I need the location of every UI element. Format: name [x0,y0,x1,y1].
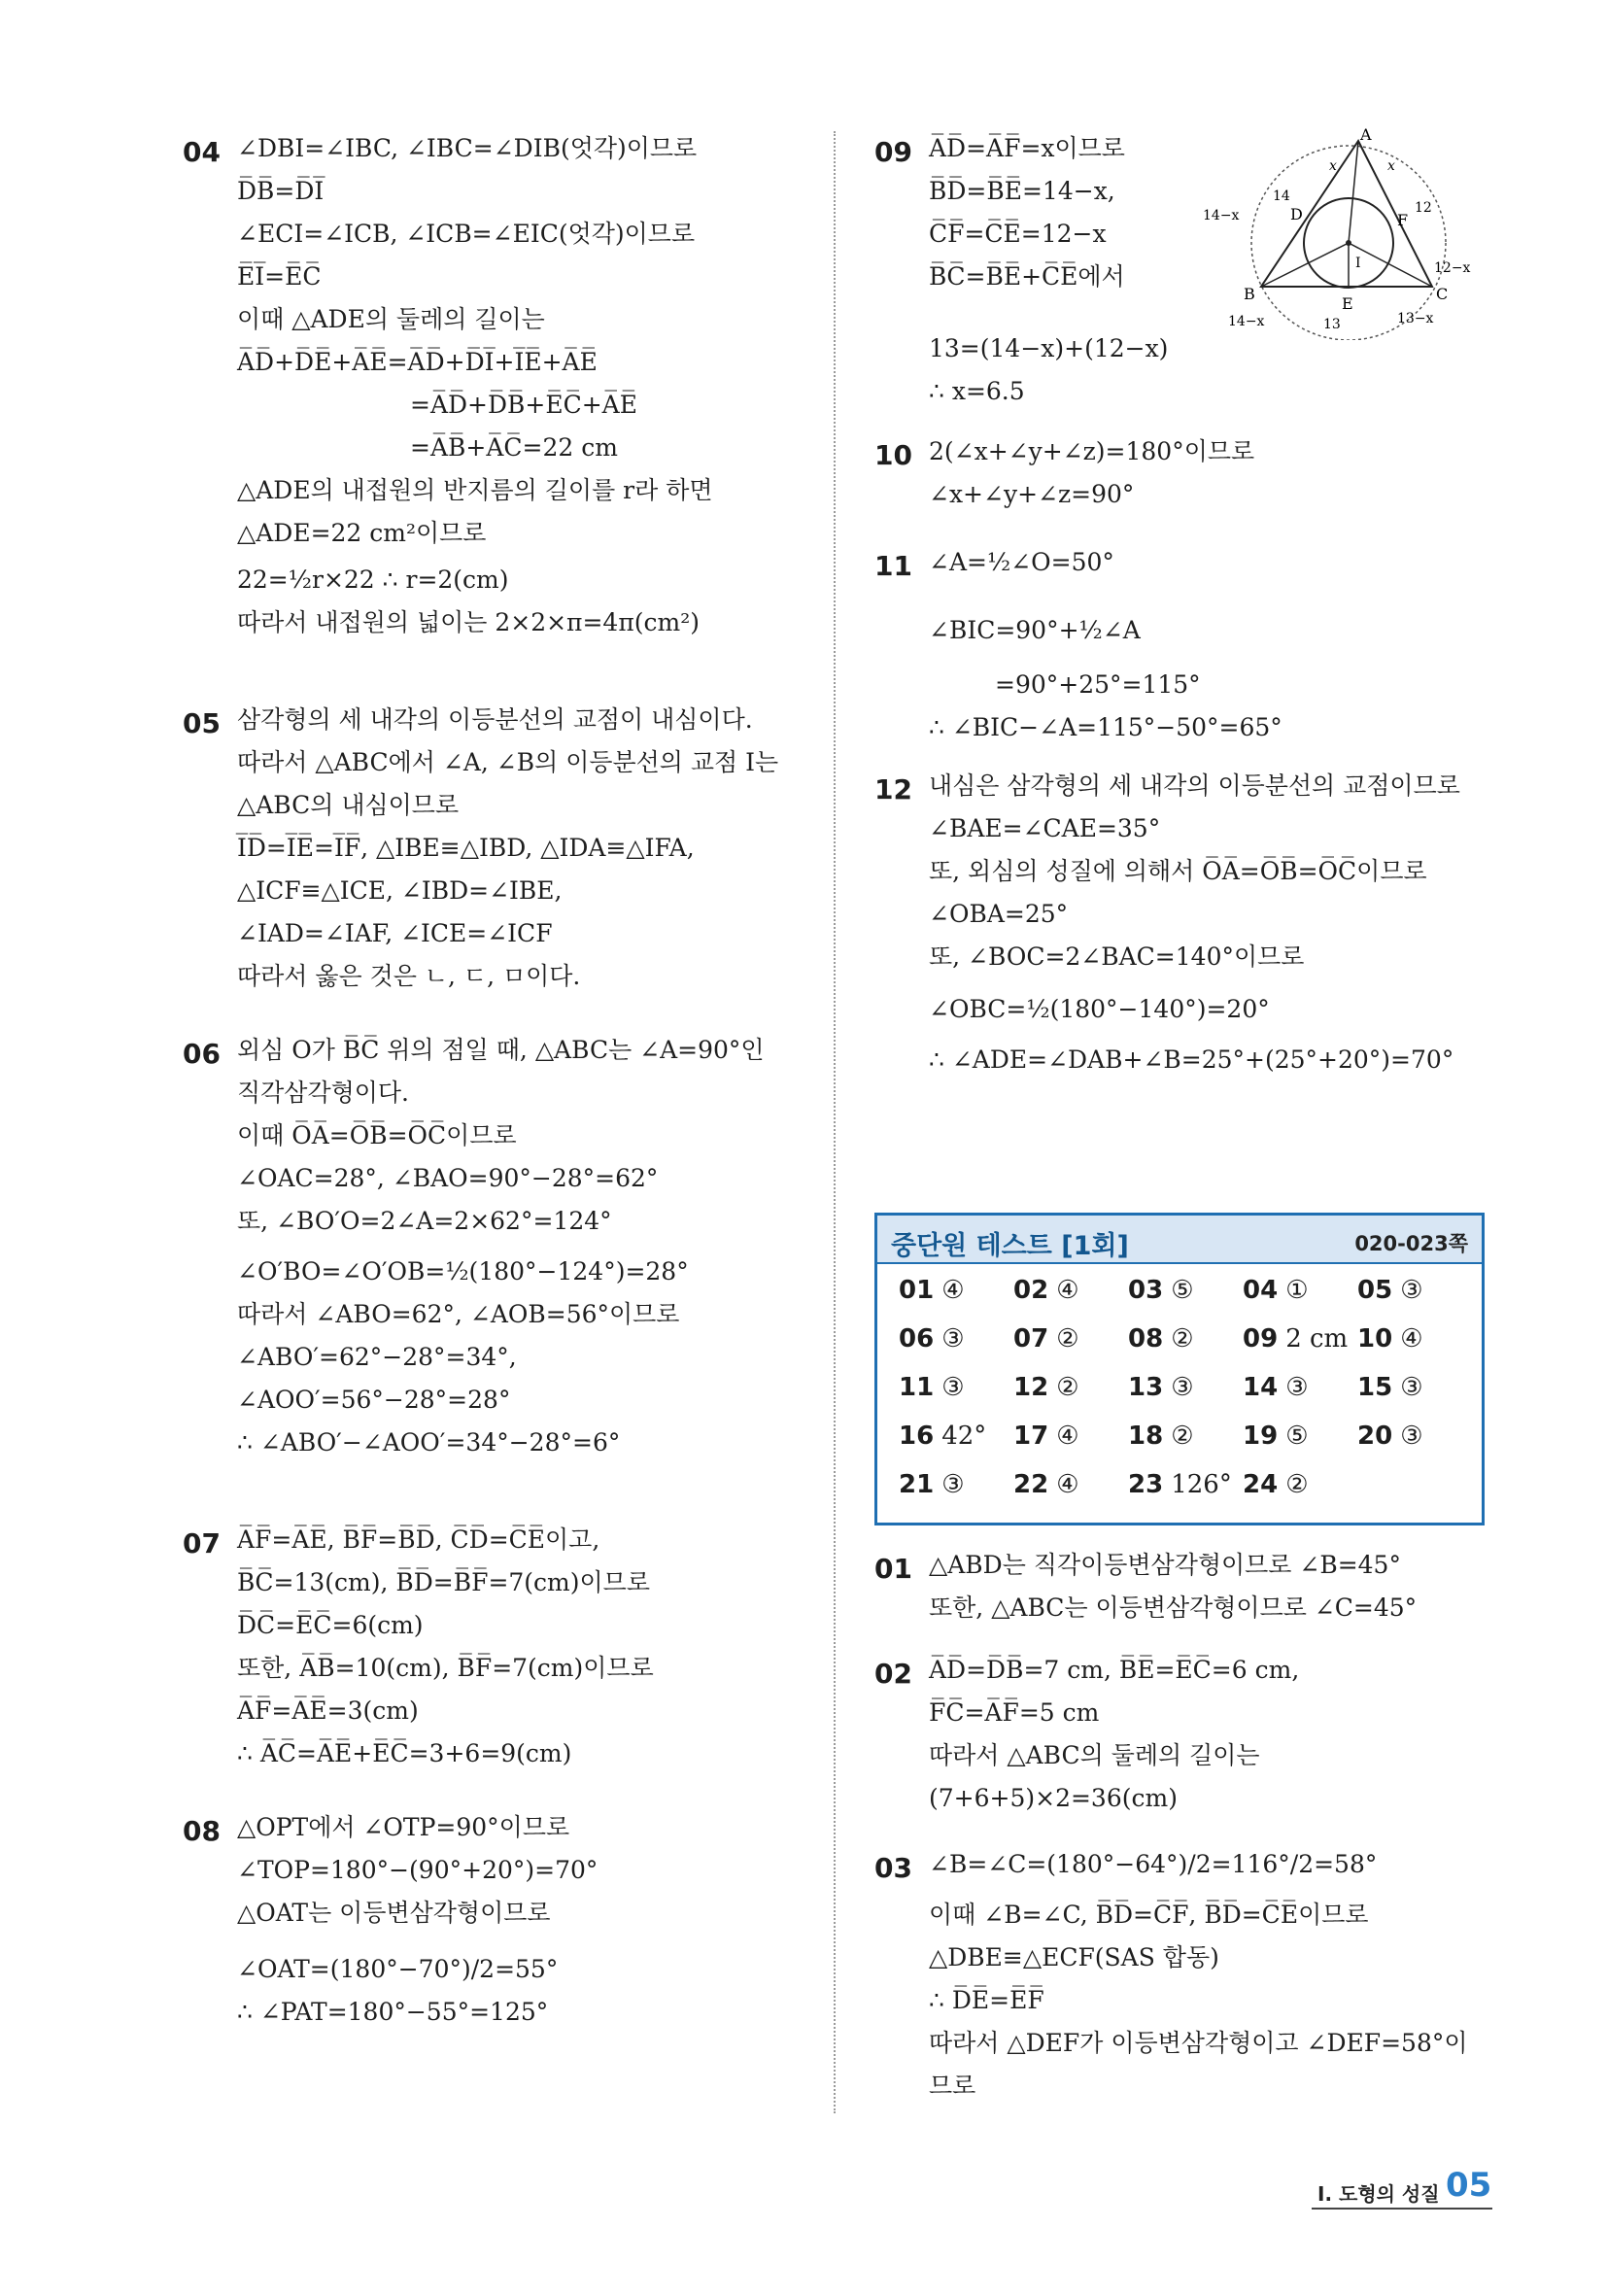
solution-line: A̅D̅+D̅E̅+A̅E̅=A̅D̅+D̅I̅+I̅E̅+A̅E̅ [237,348,598,376]
solution-line: 따라서 △ABC에서 ∠A, ∠B의 이등분선의 교점 I는 [237,748,779,776]
solution-line: ∴ ∠BIC−∠A=115°−50°=65° [929,713,1282,741]
answer-item [899,1324,965,1354]
answer-value: ③ [1400,1422,1423,1451]
column-divider [834,131,836,2113]
solution-line: ∴ A̅C̅=A̅E̅+E̅C̅=3+6=9(cm) [237,1739,572,1767]
solution-line: 또한, △ABC는 이등변삼각형이므로 ∠C=45° [929,1593,1418,1622]
answer-item [1357,1422,1423,1451]
answer-item [1357,1373,1423,1402]
answer-item [1128,1373,1194,1402]
solution-line: ∠OBC=½(180°−140°)=20° [929,995,1270,1023]
answer-number: 05 [1357,1276,1393,1305]
answer-item [1128,1422,1194,1451]
answer-number: 24 [1243,1470,1279,1499]
solution-line: ∠AOO′=56°−28°=28° [237,1386,511,1414]
solution-line: △OAT는 이등변삼각형이므로 [237,1899,551,1927]
answer-number: 07 [1013,1324,1049,1354]
solution-line: =A̅B̅+A̅C̅=22 cm [410,433,618,462]
label-e: E [1342,294,1353,313]
solution-line: △OPT에서 ∠OTP=90°이므로 [237,1813,570,1841]
solution-line: △ABC의 내심이므로 [237,791,460,819]
label-13: 13 [1323,317,1341,332]
answer-number: 11 [899,1373,935,1402]
solution-line: ∠BAE=∠CAE=35° [929,814,1161,842]
answer-number: 12 [1013,1373,1049,1402]
solution-line: 22=½r×22 ∴ r=2(cm) [237,565,509,594]
answer-item [1243,1422,1309,1451]
problem-number: 10 [874,439,912,471]
solution-line: B̅C̅=B̅E̅+C̅E̅에서 [929,262,1125,291]
solution-line: 따라서 △DEF가 이등변삼각형이고 ∠DEF=58°이 [929,2029,1468,2057]
solution-line: ∠TOP=180°−(90°+20°)=70° [237,1856,598,1884]
answer-value: ③ [941,1324,965,1354]
answer-item [1013,1422,1079,1451]
solution-line: A̅F̅=A̅E̅, B̅F̅=B̅D̅, C̅D̅=C̅E̅이고, [237,1525,600,1554]
answer-value: ③ [941,1373,965,1402]
solution-line: F̅C̅=A̅F̅=5 cm [929,1698,1100,1727]
solution-line: 삼각형의 세 내각의 이등분선의 교점이 내심이다. [237,705,753,734]
solution-line: ∠OBA=25° [929,900,1069,928]
answer-number: 17 [1013,1422,1049,1451]
answer-item [1128,1324,1194,1354]
solution-line: 따라서 내접원의 넓이는 2×2×π=4π(cm²) [237,608,700,636]
answer-value: ⑤ [1171,1276,1194,1305]
answer-value: ③ [941,1470,965,1499]
answer-item [1128,1470,1232,1499]
answer-value: 126° [1171,1470,1232,1499]
problem-number: 08 [183,1815,221,1847]
answer-number: 18 [1128,1422,1164,1451]
answer-number: 13 [1128,1373,1164,1402]
answer-number: 23 [1128,1470,1164,1499]
answer-item [899,1422,986,1451]
solution-line: △DBE≡△ECF(SAS 합동) [929,1943,1219,1971]
solution-line: △ADE=22 cm²이므로 [237,519,487,547]
answer-value: ③ [1171,1373,1194,1402]
answer-value: ⑤ [1285,1422,1309,1451]
solution-line: ∠BIC=90°+½∠A [929,616,1141,644]
answer-number: 10 [1357,1324,1393,1354]
answer-value: ④ [1056,1470,1079,1499]
solution-line: △ABD는 직각이등변삼각형이므로 ∠B=45° [929,1551,1401,1579]
solution-line: 므로 [929,2072,976,2100]
solution-line: 내심은 삼각형의 세 내각의 이등분선의 교점이므로 [929,771,1460,800]
solution-line: B̅C̅=13(cm), B̅D̅=B̅F̅=7(cm)이므로 [237,1568,650,1596]
problem-number: 03 [874,1852,912,1884]
answer-value: ② [1171,1324,1194,1354]
answer-number: 01 [899,1276,935,1305]
unit-test-pages: 020-023쪽 [1354,1232,1468,1255]
problem-number: 02 [874,1658,912,1690]
unit-test-header [877,1216,1482,1264]
solution-line: ∠IAD=∠IAF, ∠ICE=∠ICF [237,919,553,947]
solution-line: D̅C̅=E̅C̅=6(cm) [237,1611,424,1639]
answer-value: ④ [1400,1324,1423,1354]
answer-number: 14 [1243,1373,1279,1402]
solution-line: 이때 ∠B=∠C, B̅D̅=C̅F̅, B̅D̅=C̅E̅이므로 [929,1901,1369,1929]
answer-item [1357,1324,1423,1354]
label-14-x-left: 14−x [1203,208,1240,223]
solution-line: B̅D̅=B̅E̅=14−x, [929,177,1115,205]
answer-value: ③ [1400,1276,1423,1305]
problem-number: 05 [183,707,221,739]
solution-line: ∠ECI=∠ICB, ∠ICB=∠EIC(엇각)이므로 [237,220,696,248]
answer-value: ④ [1056,1276,1079,1305]
solution-line: ∴ x=6.5 [929,377,1025,405]
footer-rule [1312,2208,1492,2210]
label-d: D [1290,205,1303,223]
answer-item [1128,1276,1194,1305]
incircle-diagram [1203,126,1494,340]
solution-line: ∠OAC=28°, ∠BAO=90°−28°=62° [237,1164,659,1192]
answer-item [1013,1470,1079,1499]
solution-line: 또, ∠BOC=2∠BAC=140°이므로 [929,942,1305,971]
solution-line: 따라서 옳은 것은 ㄴ, ㄷ, ㅁ이다. [237,962,581,990]
answer-item [1357,1276,1423,1305]
solution-line: ∠OAT=(180°−70°)/2=55° [237,1955,559,1983]
answer-value: ② [1056,1373,1079,1402]
answer-value: ② [1056,1324,1079,1354]
solution-line: △ADE의 내접원의 반지름의 길이를 r라 하면 [237,476,713,504]
solution-line: ∠ABO′=62°−28°=34°, [237,1343,517,1371]
label-14-x-bottom: 14−x [1228,314,1265,329]
answer-value: 42° [941,1422,987,1451]
solution-line: A̅D̅=D̅B̅=7 cm, B̅E̅=E̅C̅=6 cm, [929,1656,1300,1684]
solution-line: ∠A=½∠O=50° [929,548,1114,576]
answer-value: ④ [941,1276,965,1305]
solution-line: ∠DBI=∠IBC, ∠IBC=∠DIB(엇각)이므로 [237,134,698,162]
problem-number: 12 [874,773,912,805]
answer-item [1243,1373,1309,1402]
solution-line: D̅B̅=D̅I̅ [237,177,325,205]
answer-item [1013,1324,1079,1354]
solution-line: ∠B=∠C=(180°−64°)/2=116°/2=58° [929,1850,1378,1878]
unit-test-title: 중단원 테스트 [1회] [891,1231,1129,1261]
answer-number: 15 [1357,1373,1393,1402]
answer-number: 20 [1357,1422,1393,1451]
solution-line: 따라서 ∠ABO=62°, ∠AOB=56°이므로 [237,1300,680,1328]
label-b: B [1244,285,1255,303]
answer-number: 16 [899,1422,935,1451]
solution-line: 2(∠x+∠y+∠z)=180°이므로 [929,437,1255,465]
footer-chapter: I. 도형의 성질 [1317,2182,1440,2206]
label-12-x-right: 12−x [1434,260,1471,276]
solution-line: I̅D̅=I̅E̅=I̅F̅, △IBE≡△IBD, △IDA≡△IFA, [237,834,695,862]
label-14: 14 [1273,188,1290,204]
problem-number: 06 [183,1038,221,1070]
answer-number: 08 [1128,1324,1164,1354]
solution-line: 이때 △ADE의 둘레의 길이는 [237,305,545,333]
solution-line: 또, ∠BO′O=2∠A=2×62°=124° [237,1207,612,1235]
solution-line: 또한, A̅B̅=10(cm), B̅F̅=7(cm)이므로 [237,1654,654,1682]
answer-number: 19 [1243,1422,1279,1451]
answer-item [1013,1276,1079,1305]
solution-line: 따라서 △ABC의 둘레의 길이는 [929,1741,1260,1769]
label-c: C [1436,285,1449,303]
solution-line: ∠O′BO=∠O′OB=½(180°−124°)=28° [237,1257,689,1285]
label-f: F [1397,211,1409,229]
answer-value: ③ [1400,1373,1423,1402]
solution-line: 13=(14−x)+(12−x) [929,334,1169,362]
answer-item [1243,1276,1309,1305]
answer-number: 02 [1013,1276,1049,1305]
label-12: 12 [1415,200,1432,216]
answer-value: ④ [1056,1422,1079,1451]
solution-line: C̅F̅=C̅E̅=12−x [929,220,1107,248]
page-number: 05 [1446,2166,1492,2205]
solution-line: A̅F̅=A̅E̅=3(cm) [237,1696,419,1725]
solution-line: ∴ ∠ABO′−∠AOO′=34°−28°=6° [237,1428,621,1456]
solution-line: 또, 외심의 성질에 의해서 O̅A̅=O̅B̅=O̅C̅이므로 [929,857,1427,885]
answer-item [899,1276,965,1305]
answer-item [1243,1324,1348,1354]
label-x2: x [1387,158,1395,174]
problem-number: 11 [874,550,912,582]
solution-line: A̅D̅=A̅F̅=x이므로 [929,134,1125,162]
answer-number: 09 [1243,1324,1279,1354]
solution-line: ∴ ∠PAT=180°−55°=125° [237,1998,549,2026]
answer-value: ② [1171,1422,1194,1451]
solution-line: ∴ ∠ADE=∠DAB+∠B=25°+(25°+20°)=70° [929,1045,1454,1074]
solution-line: E̅I̅=E̅C̅ [237,262,322,291]
solution-line: (7+6+5)×2=36(cm) [929,1784,1178,1812]
answer-number: 21 [899,1470,935,1499]
solution-line: 이때 O̅A̅=O̅B̅=O̅C̅이므로 [237,1121,517,1149]
answer-number: 22 [1013,1470,1049,1499]
answer-number: 04 [1243,1276,1279,1305]
problem-number: 07 [183,1527,221,1559]
answer-value: ① [1285,1276,1309,1305]
answer-item [1013,1373,1079,1402]
answer-item [899,1470,965,1499]
problem-number: 09 [874,136,912,168]
answer-number: 06 [899,1324,935,1354]
answer-item [1243,1470,1309,1499]
solution-line: =90°+25°=115° [995,670,1201,699]
label-13-x-bottom: 13−x [1397,311,1434,326]
problem-number: 04 [183,136,221,168]
solution-line: ∴ D̅E̅=E̅F̅ [929,1986,1044,2014]
solution-line: ∠x+∠y+∠z=90° [929,480,1135,508]
label-x1: x [1329,158,1337,174]
solution-line: 외심 O가 B̅C̅ 위의 점일 때, △ABC는 ∠A=90°인 [237,1036,765,1064]
answer-item [899,1373,965,1402]
problem-number: 01 [874,1553,912,1585]
label-a: A [1360,126,1372,144]
label-i: I [1355,256,1361,271]
solution-line: △ICF≡△ICE, ∠IBD=∠IBE, [237,876,563,905]
answer-value: 2 cm [1285,1324,1349,1354]
answer-number: 03 [1128,1276,1164,1305]
answer-value: ③ [1285,1373,1309,1402]
unit-test-box [874,1213,1485,1525]
solution-line: 직각삼각형이다. [237,1079,409,1107]
solution-line: =A̅D̅+D̅B̅+E̅C̅+A̅E̅ [410,391,637,419]
answer-value: ② [1285,1470,1309,1499]
